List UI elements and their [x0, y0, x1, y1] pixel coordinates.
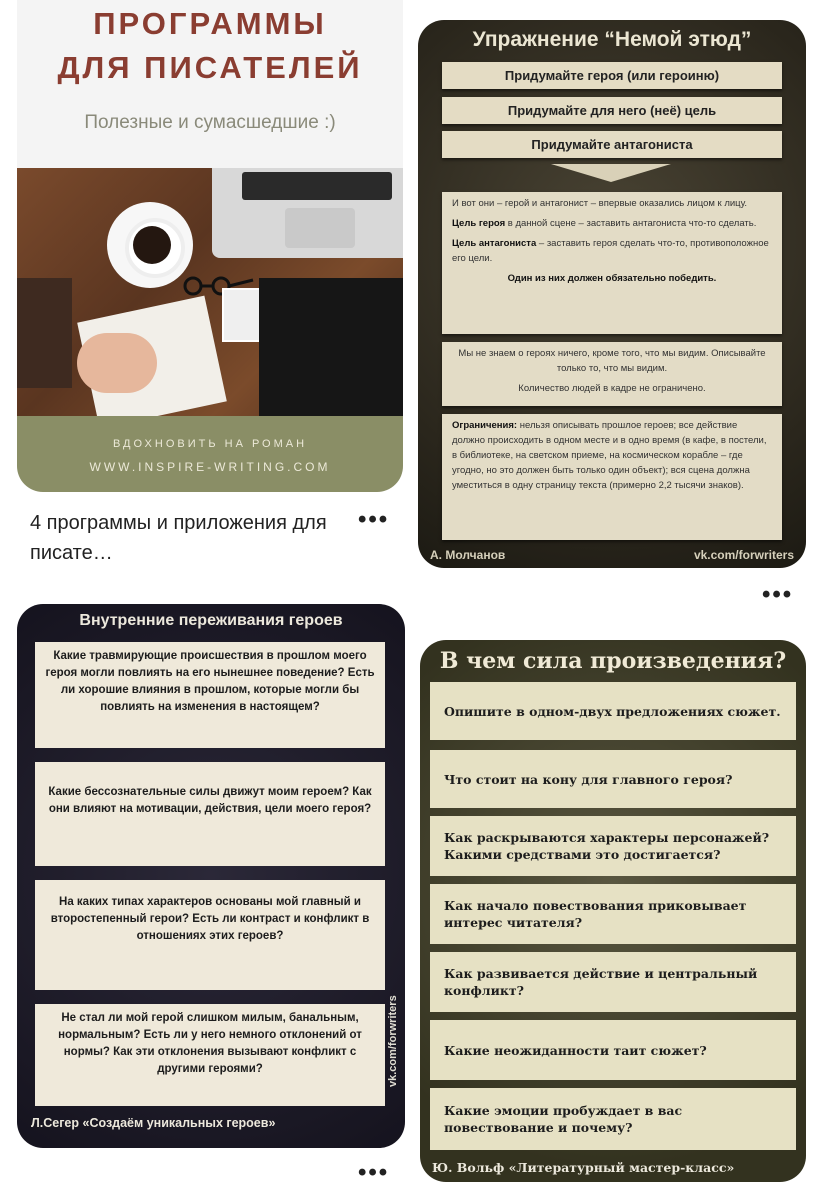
pin-title: Упражнение “Немой этюд”	[472, 28, 752, 51]
question-card: Как раскрываются характеры персонажей? Какими средствами это достигается?	[430, 816, 796, 876]
pin-credits	[430, 548, 794, 562]
pin-card-work-strength[interactable]	[420, 640, 806, 1182]
question-card: На каких типах характеров основаны мой главный и второстепенный герои? Есть ли контраст и конфликт в отношениях этих героев?	[35, 880, 385, 990]
antag-goal	[452, 236, 772, 266]
pin-card-silent-etude[interactable]	[418, 20, 806, 568]
antag-goal-text: – заставить героя сделать что-то, противоположное его цели.	[452, 238, 769, 264]
question-card: Какие бессознательные силы движут моим героем? Как они влияют на мотивации, действия, цели моего героя?	[35, 762, 385, 866]
source-credit: vk.com/forwriters	[693, 548, 794, 562]
pin-card-writing-programs[interactable]	[17, 0, 403, 492]
header-subtitle: Полезные и сумасшедшие :)	[84, 112, 336, 133]
more-options-button[interactable]: •••	[358, 506, 390, 533]
question-card: Какие травмирующие происшествия в прошлом моего героя могли повлиять на его нынешнее поведение? Есть ли хорошие влияния в прошлом, которые могли бы повлиять на изменения в настоящем?	[35, 642, 385, 748]
touchpad-illustration	[285, 208, 355, 248]
pin-credits: Ю. Вольф «Литературный мастер-класс»	[432, 1160, 735, 1175]
more-options-button[interactable]: •••	[358, 1159, 390, 1186]
vertical-source	[383, 954, 401, 1094]
question-card: Как начало повествования приковывает интерес читателя?	[430, 884, 796, 944]
observation-text: Мы не знаем о героях ничего, кроме того, что мы видим. Описывайте только то, что мы видим.	[458, 348, 766, 374]
limitations-label: Ограничения:	[452, 420, 518, 431]
tablet-illustration	[259, 278, 403, 416]
pin-card-inner-experiences[interactable]	[17, 604, 405, 1148]
scene-box	[442, 192, 782, 334]
chevron-down-icon	[551, 164, 671, 182]
antag-goal-label: Цель антагониста	[452, 238, 537, 249]
step-bar: Придумайте героя (или героиню)	[442, 62, 782, 89]
coffee-illustration	[133, 226, 171, 264]
step-bar: Придумайте антагониста	[442, 131, 782, 158]
side-source-text: vk.com/forwriters	[387, 995, 399, 1087]
limitations-box	[442, 414, 782, 540]
limitations-text: нельзя описывать прошлое героев; все действие должно происходить в одном месте и в одно время (в кафе, в постели, в библиотеке, на светском приеме, на космическом корабле – где угодно, но это должен быть только один объект); вся сцена должна уместиться в одну страницу текста (примерно 2,2 тысячи знаков).	[452, 420, 767, 491]
header-line-1: ПРОГРАММЫ	[93, 6, 327, 41]
hand-illustration	[77, 333, 157, 393]
author-credit: А. Молчанов	[430, 548, 506, 562]
footer-url: WWW.INSPIRE-WRITING.COM	[89, 460, 331, 474]
pin-title: В чем сила произведения?	[439, 648, 787, 674]
pin-credits: Л.Сегер «Создаём уникальных героев»	[31, 1116, 276, 1130]
box-text: И вот они – герой и антагонист – впервые оказались лицом к лицу.	[452, 198, 748, 209]
people-count-text: Количество людей в кадре не ограничено.	[518, 383, 706, 394]
header-line-2: ДЛЯ ПИСАТЕЛЕЙ	[57, 50, 363, 85]
pin-title: Внутренние переживания героев	[79, 612, 343, 629]
step-bar: Придумайте для него (неё) цель	[442, 97, 782, 124]
question-card: Какие неожиданности таит сюжет?	[430, 1020, 796, 1080]
hero-goal	[452, 216, 772, 231]
pin-footer	[17, 416, 403, 492]
must-win-text: Один из них должен обязательно победить.	[507, 273, 717, 284]
question-card: Не стал ли мой герой слишком милым, банальным, нормальным? Есть ли у него немного отклонений от нормы? Как эти отклонения вызывают конфликт с другими героями?	[35, 1004, 385, 1106]
footer-line-1: ВДОХНОВИТЬ НА РОМАН	[112, 438, 308, 450]
hero-goal-label: Цель героя	[452, 218, 506, 229]
pin-caption[interactable]: 4 программы и приложения для писате…	[30, 512, 327, 564]
question-card: Опишите в одном-двух предложениях сюжет.	[430, 682, 796, 740]
question-card: Что стоит на кону для главного героя?	[430, 750, 796, 808]
keyboard-illustration	[242, 172, 392, 200]
question-card: Какие эмоции пробуждает в вас повествование и почему?	[430, 1088, 796, 1150]
observation-box	[442, 342, 782, 406]
pin-header	[17, 0, 403, 168]
more-options-button[interactable]: •••	[762, 581, 794, 608]
hero-goal-text: в данной сцене – заставить антагониста что-то сделать.	[507, 218, 757, 229]
books-illustration	[17, 278, 72, 388]
question-card: Как развивается действие и центральный конфликт?	[430, 952, 796, 1012]
desk-photo	[17, 168, 403, 416]
